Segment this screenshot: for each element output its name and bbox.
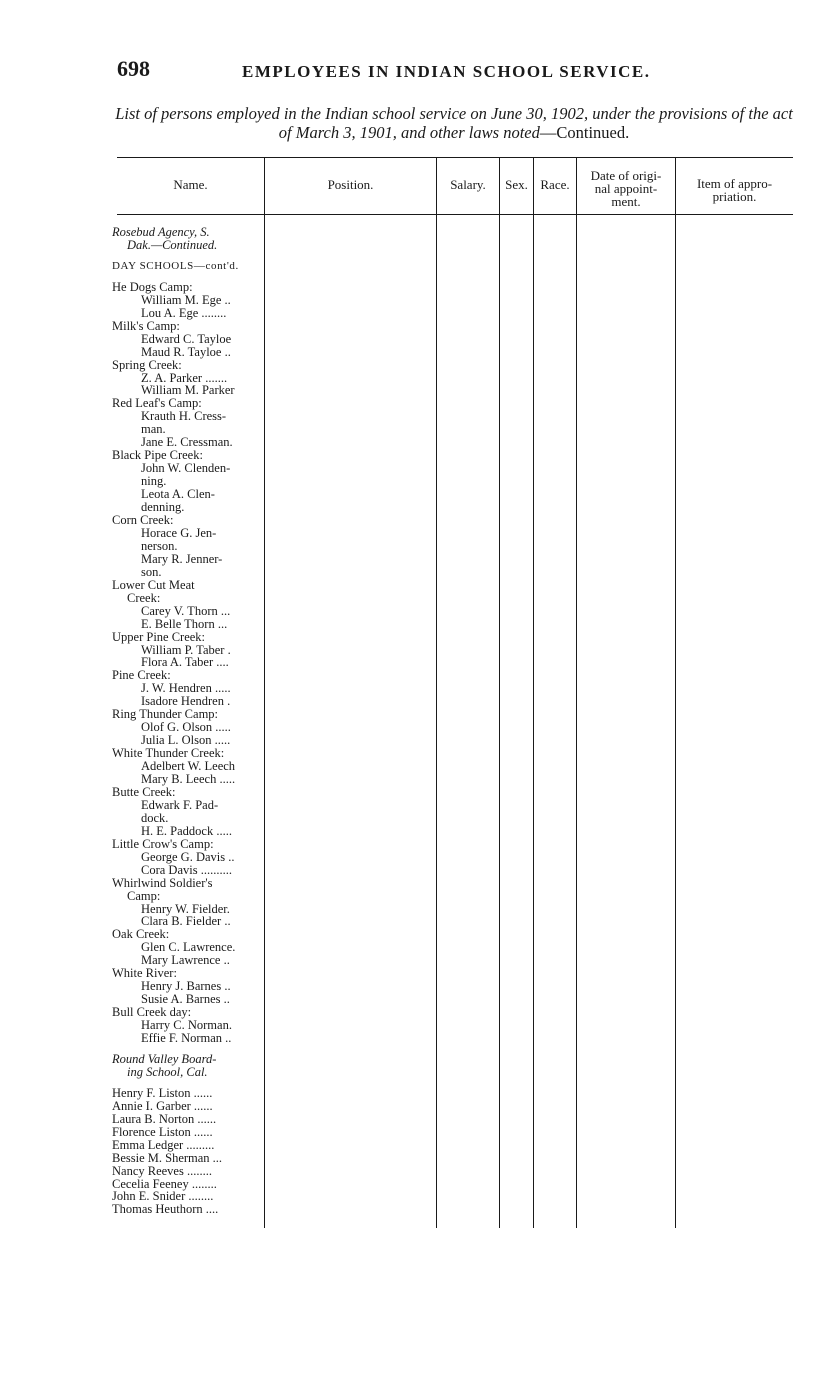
employee-name-cell: Laura B. Norton ...... [112, 1111, 217, 1126]
employee-name-cell: Lou A. Ege ........ [141, 305, 227, 320]
employee-name-cell: White Thunder Creek: [112, 746, 225, 761]
employee-name-cell: Mary B. Leech ..... [141, 772, 236, 786]
employee-name-cell: Effie F. Norman .. [141, 1031, 232, 1045]
column-header-date-line: Date of origi- [590, 168, 662, 183]
column-header-salary: Salary. [450, 177, 486, 192]
employee-name-cell: Mary R. Jenner- [141, 551, 223, 566]
employee-name-cell: ing School, Cal. [127, 1064, 208, 1079]
employee-name-cell: White River: [112, 966, 177, 981]
employee-name-cell: Carey V. Thorn ... [141, 603, 231, 618]
column-header-sex: Sex. [505, 177, 528, 192]
employee-name-cell: Glen C. Lawrence. [141, 940, 236, 955]
employee-name-cell: William M. Parker [141, 383, 235, 398]
employee-name-cell: John W. Clenden- [141, 461, 231, 476]
page-number: 698 [117, 56, 150, 81]
employee-name-cell: Susie A. Barnes .. [141, 992, 230, 1007]
column-header-item [676, 177, 793, 203]
employee-name-cell: J. W. Hendren ..... [141, 681, 231, 696]
employee-name-cell: Camp: [127, 888, 161, 903]
column-header-item-line: priation. [712, 189, 757, 204]
employee-name-cell: Oak Creek: [112, 927, 170, 942]
employee-name-cell: Whirlwind Soldier's [112, 875, 213, 890]
employee-name-cell: Red Leaf's Camp: [112, 396, 202, 411]
employee-name-cell: John E. Snider ........ [112, 1189, 214, 1204]
col-divider [264, 157, 265, 1228]
employee-name-cell: Henry W. Fielder. [141, 901, 230, 916]
employee-name-cell: Black Pipe Creek: [112, 448, 203, 463]
employee-name-cell: denning. [141, 500, 185, 514]
employee-name-cell: Rosebud Agency, S. [112, 225, 210, 239]
employee-name-cell: Milk's Camp: [112, 318, 180, 333]
employee-name-cell: Clara B. Fielder .. [141, 914, 231, 929]
employee-name-cell: E. Belle Thorn ... [141, 616, 228, 631]
employee-name-cell: dock. [141, 810, 169, 825]
table-caption [114, 104, 794, 142]
employee-name-cell: Henry J. Barnes .. [141, 979, 231, 994]
employee-name-cell: Nancy Reeves ........ [112, 1163, 212, 1178]
employee-name-cell: Isadore Hendren . [141, 694, 231, 709]
header-top-rule [117, 157, 793, 158]
col-divider [533, 157, 534, 1228]
employee-name-cell: Maud R. Tayloe .. [141, 344, 231, 359]
employee-name-cell: Round Valley Board- [112, 1051, 217, 1066]
col-divider [675, 157, 676, 1228]
employee-name-cell: William P. Taber . [141, 642, 231, 657]
employee-name-cell: Thomas Heuthorn .... [112, 1202, 219, 1217]
employee-name-cell: Spring Creek: [112, 357, 182, 372]
column-header-date-line: nal appoint- [594, 181, 658, 196]
employee-name-cell: Dak.—Continued. [127, 237, 218, 252]
column-header-race: Race. [540, 177, 570, 192]
employee-name-cell: Little Crow's Camp: [112, 836, 214, 851]
employee-name-cell: Olof G. Olson ..... [141, 720, 231, 735]
employee-name-cell: man. [141, 422, 166, 437]
employee-name-cell: Cora Davis .......... [141, 862, 232, 877]
employee-name-cell: Julia L. Olson ..... [141, 733, 231, 748]
col-divider [499, 157, 500, 1228]
employee-name-cell: George G. Davis .. [141, 849, 235, 864]
employee-name-cell: Emma Ledger ......... [112, 1137, 215, 1152]
employee-name-cell: Butte Creek: [112, 784, 176, 799]
employee-name-cell: Corn Creek: [112, 512, 174, 527]
column-header-date [577, 169, 675, 208]
employee-name-cell: Bessie M. Sherman ... [112, 1150, 223, 1165]
employee-name-cell: Leota A. Clen- [141, 487, 215, 501]
employee-name-cell: Lower Cut Meat [112, 577, 195, 592]
employee-name-cell: son. [141, 564, 162, 579]
employee-name-cell: Ring Thunder Camp: [112, 707, 219, 722]
employee-name-cell: Upper Pine Creek: [112, 629, 206, 644]
employee-name-cell: Edward C. Tayloe [141, 331, 232, 346]
column-header-date-line: ment. [611, 194, 641, 209]
header-bottom-rule [117, 214, 793, 215]
employee-name-cell: Adelbert W. Leech [141, 759, 236, 773]
employee-name-cell: DAY SCHOOLS—cont'd. [112, 259, 239, 272]
employee-name-cell: Krauth H. Cress- [141, 409, 227, 424]
employee-name-cell: He Dogs Camp: [112, 279, 193, 294]
column-header-position: Position. [327, 177, 374, 192]
employee-name-cell: Z. A. Parker ....... [141, 370, 228, 385]
employee-name-cell: H. E. Paddock ..... [141, 823, 232, 838]
employee-name-cell: Henry F. Liston ...... [112, 1085, 213, 1100]
employee-name-cell: nerson. [141, 538, 178, 553]
running-head: EMPLOYEES IN INDIAN SCHOOL SERVICE. [242, 62, 651, 81]
col-divider [436, 157, 437, 1228]
employee-name-cell: Cecelia Feeney ........ [112, 1176, 217, 1191]
employee-name-cell: Florence Liston ...... [112, 1124, 213, 1139]
employee-name-cell: Mary Lawrence .. [141, 953, 230, 968]
employee-name-cell: Creek: [127, 590, 161, 605]
column-header-item-line: Item of appro- [696, 176, 773, 191]
employee-name-cell: Edwark F. Pad- [141, 797, 219, 812]
employee-name-cell: Horace G. Jen- [141, 525, 217, 540]
employee-name-cell: Jane E. Cressman. [141, 435, 233, 450]
employee-name-cell: Harry C. Norman. [141, 1018, 232, 1032]
column-header-name: Name. [173, 177, 208, 192]
employee-name-cell: Annie I. Garber ...... [112, 1098, 213, 1113]
employee-name-cell: William M. Ege .. [141, 292, 231, 307]
caption-continued: —Continued. [539, 123, 630, 142]
caption-italic: List of persons employed in the Indian school service on June 30, 1902, under the provisions of the act of March 3, 1901, and other laws noted [115, 104, 793, 142]
employee-name-cell: Bull Creek day: [112, 1005, 192, 1020]
employee-name-cell: ning. [141, 474, 167, 489]
col-divider [576, 157, 577, 1228]
employee-name-cell: Flora A. Taber .... [141, 655, 229, 670]
employee-name-cell: Pine Creek: [112, 668, 171, 683]
